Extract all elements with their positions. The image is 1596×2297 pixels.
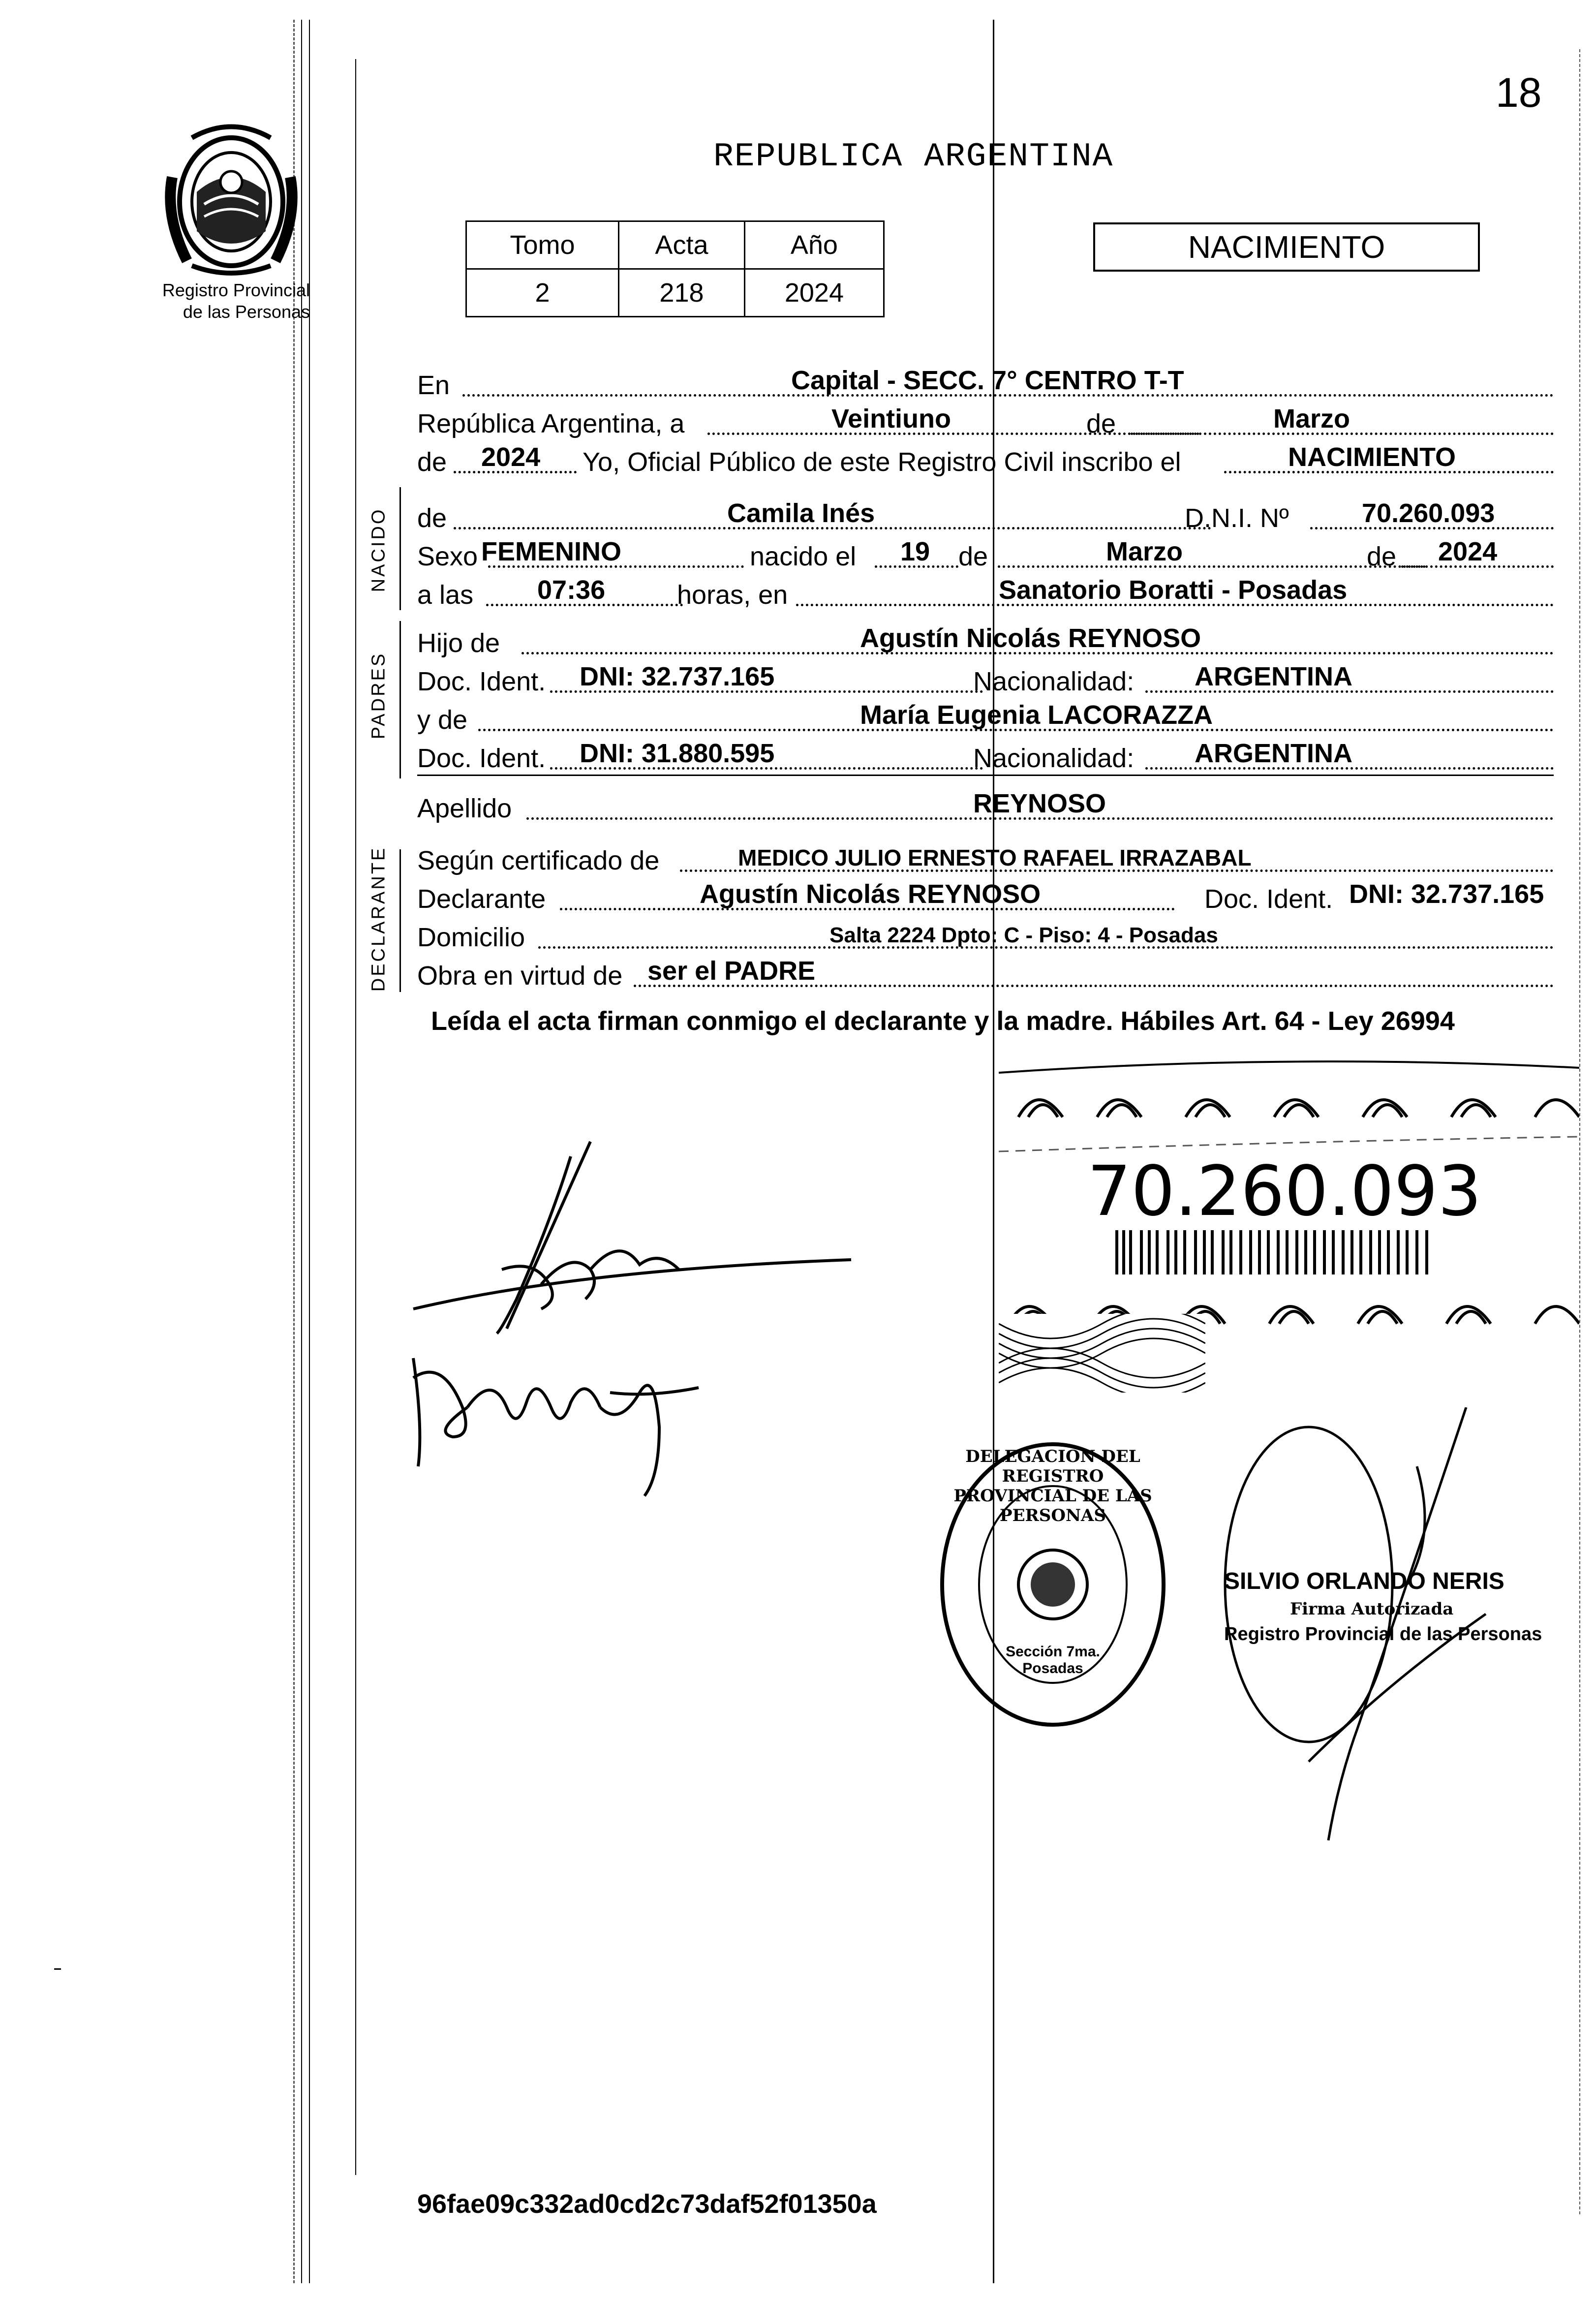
stamp-inner-text: Sección 7ma. Posadas xyxy=(1006,1644,1100,1676)
label-de2: de xyxy=(417,447,447,477)
value-mother-doc: DNI: 31.880.595 xyxy=(580,739,775,768)
label-yo: Yo, Oficial Público de este Registro Civil inscribo el xyxy=(583,447,1181,477)
label-doc: Doc. Ident. xyxy=(417,744,546,773)
label-de2: de xyxy=(958,542,988,571)
row-declarante xyxy=(417,878,1554,917)
value-birth-day: 19 xyxy=(900,537,930,566)
value-apellido: REYNOSO xyxy=(973,789,1106,818)
signatory-title: Firma Autorizada xyxy=(1290,1599,1454,1619)
value-dni: 70.260.093 xyxy=(1362,498,1495,528)
signatory-office: Registro Provincial de las Personas xyxy=(1224,1624,1542,1645)
section-bracket xyxy=(399,849,401,992)
row-hora xyxy=(417,574,1554,613)
value-birth-year: 2024 xyxy=(1438,537,1498,566)
page-number: 18 xyxy=(1496,69,1542,116)
label-doc: Doc. Ident. xyxy=(417,667,546,696)
section-label-padres: PADRES xyxy=(368,652,389,740)
section-bracket xyxy=(399,621,401,778)
value-father-nat: ARGENTINA xyxy=(1195,662,1352,691)
signature-madre xyxy=(394,1329,738,1506)
section-label-declarante: DECLARANTE xyxy=(368,846,389,992)
label-horas: horas, en xyxy=(677,580,788,610)
fold-line xyxy=(993,20,994,2283)
scan-mark xyxy=(54,1968,61,1970)
label-declarante: Declarante xyxy=(417,884,546,914)
label-obra: Obra en virtud de xyxy=(417,961,623,991)
margin-line xyxy=(355,59,356,2175)
value-month: Marzo xyxy=(1273,404,1350,434)
margin-line xyxy=(293,20,295,2283)
value-name: Camila Inés xyxy=(727,498,875,528)
row-republica xyxy=(417,403,1554,442)
row-year xyxy=(417,441,1554,480)
table-header-ano: Año xyxy=(744,221,884,269)
label-dni: D.N.I. Nº xyxy=(1185,503,1289,533)
value-father-doc: DNI: 32.737.165 xyxy=(580,662,775,691)
value-sexo: FEMENINO xyxy=(481,537,622,566)
table-value-ano: 2024 xyxy=(744,269,884,317)
record-table xyxy=(465,220,885,317)
registry-name xyxy=(148,279,310,323)
row-nacido-name xyxy=(417,497,1554,536)
section-bracket xyxy=(399,487,401,610)
row-father-doc xyxy=(417,660,1554,700)
document-hash: 96fae09c332ad0cd2c73daf52f01350a xyxy=(417,2189,877,2219)
value-mother-nat: ARGENTINA xyxy=(1195,739,1352,768)
label-domicilio: Domicilio xyxy=(417,923,525,952)
section-separator xyxy=(417,775,1554,776)
value-domicilio: Salta 2224 Dpto: C - Piso: 4 - Posadas xyxy=(829,923,1218,947)
section-label-nacido: NACIDO xyxy=(368,507,389,592)
stamp-ring-text: DELEGACION DEL REGISTRO PROVINCIAL DE LAS PERSONAS xyxy=(953,1447,1152,1525)
label-nacionalidad: Nacionalidad: xyxy=(973,667,1135,696)
value-en: Capital - SECC. 7° CENTRO T-T xyxy=(791,366,1184,395)
label-en: En xyxy=(417,371,450,400)
record-type-box: NACIMIENTO xyxy=(1093,222,1480,272)
row-hijo xyxy=(417,622,1554,661)
label-decl-doc: Doc. Ident. xyxy=(1204,884,1333,914)
label-nacido-el: nacido el xyxy=(750,542,857,571)
row-en xyxy=(417,364,1554,404)
official-stamp xyxy=(935,1437,1171,1732)
value-time: 07:36 xyxy=(537,575,606,605)
margin-line xyxy=(301,20,302,2283)
value-day: Veintiuno xyxy=(831,404,951,434)
margin-line xyxy=(309,20,310,2283)
value-inscribo: NACIMIENTO xyxy=(1288,442,1456,472)
signature-oficial xyxy=(1210,1407,1584,1909)
label-apellido: Apellido xyxy=(417,794,512,823)
label-nacionalidad: Nacionalidad: xyxy=(973,744,1135,773)
table-header-tomo: Tomo xyxy=(466,221,619,269)
registry-line2: de las Personas xyxy=(183,302,310,322)
value-mother: María Eugenia LACORAZZA xyxy=(860,700,1213,730)
closing-text: Leída el acta firman conmigo el declarante y la madre. Hábiles Art. 64 - Ley 26994 xyxy=(431,1006,1455,1036)
country-title: REPUBLICA ARGENTINA xyxy=(713,138,1114,176)
registry-line1: Registro Provincial xyxy=(162,280,310,300)
label-de: de xyxy=(417,503,447,533)
row-mother-doc xyxy=(417,737,1554,776)
row-sexo xyxy=(417,535,1554,575)
row-obra xyxy=(417,955,1554,994)
label-sexo: Sexo xyxy=(417,542,478,571)
value-obra: ser el PADRE xyxy=(647,956,816,986)
value-place: Sanatorio Boratti - Posadas xyxy=(999,575,1348,605)
value-declarante: Agustín Nicolás REYNOSO xyxy=(700,879,1041,909)
misiones-coat-of-arms-logo xyxy=(157,118,305,280)
sticker-number: 70.260.093 xyxy=(1087,1151,1482,1232)
label-alas: a las xyxy=(417,580,474,610)
label-yde: y de xyxy=(417,705,468,735)
table-value-acta: 218 xyxy=(619,269,745,317)
table-value-tomo: 2 xyxy=(466,269,619,317)
row-domicilio xyxy=(417,916,1554,956)
value-decl-doc: DNI: 32.737.165 xyxy=(1349,879,1544,909)
row-apellido xyxy=(417,787,1554,827)
guilloche-pattern xyxy=(999,1314,1205,1393)
value-father: Agustín Nicolás REYNOSO xyxy=(860,623,1201,653)
label-de3: de xyxy=(1367,542,1397,571)
row-certificado xyxy=(417,839,1554,879)
value-certificado: MEDICO JULIO ERNESTO RAFAEL IRRAZABAL xyxy=(738,845,1252,870)
signatory-name: SILVIO ORLANDO NERIS xyxy=(1224,1568,1504,1594)
label-republica: República Argentina, a xyxy=(417,409,685,438)
value-year: 2024 xyxy=(481,442,541,472)
table-header-acta: Acta xyxy=(619,221,745,269)
label-certificado: Según certificado de xyxy=(417,846,660,875)
value-birth-month: Marzo xyxy=(1106,537,1183,566)
label-hijo: Hijo de xyxy=(417,628,500,658)
row-yde xyxy=(417,699,1554,738)
label-de: de xyxy=(1086,409,1116,438)
